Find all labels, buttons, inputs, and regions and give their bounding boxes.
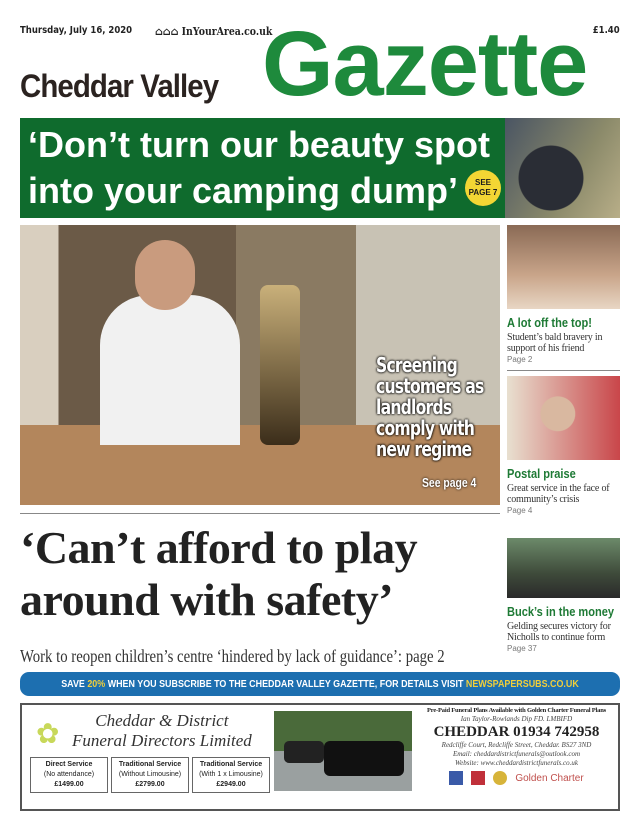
hero-photo[interactable] bbox=[20, 225, 500, 505]
sidebar-page: Page 37 bbox=[507, 644, 537, 653]
sidebar-deck: Great service in the face of community’s crisis bbox=[507, 483, 610, 505]
service-box: Traditional Service (Without Limousine) £2799.00 bbox=[111, 757, 189, 793]
sidebar-headline: Postal praise bbox=[507, 466, 576, 481]
association-logo-icon bbox=[449, 771, 463, 785]
association-logo-icon bbox=[471, 771, 485, 785]
beer-pump bbox=[260, 285, 300, 445]
funeral-directors-advert[interactable] bbox=[20, 703, 620, 811]
inyourarea-logo: ⌂⌂⌂ InYourArea.co.uk bbox=[155, 25, 273, 38]
sidebar-deck: Student’s bald bravery in support of his friend bbox=[507, 332, 603, 354]
service-box: Traditional Service (With 1 x Limousine) £2949.00 bbox=[192, 757, 270, 793]
litter-photo bbox=[505, 118, 620, 218]
sidebar-page: Page 2 bbox=[507, 355, 533, 364]
divider bbox=[507, 370, 620, 371]
see-page-badge: SEE PAGE 7 bbox=[465, 170, 501, 206]
hearse-photo bbox=[274, 711, 412, 791]
sidebar-story-3[interactable] bbox=[507, 538, 620, 654]
house-icon: ⌂⌂⌂ bbox=[155, 25, 182, 38]
advert-contact: Pre-Paid Funeral Plans Available with Golden Charter Funeral Plans Ian Taylor-Rowlands Dip FD. LMBIFD CHEDDAR 01934 742958 Redcliffe Court, Redcliffe Street, Cheddar. BS27 3ND Email: cheddardistrictfunerals@outlook.com Website: www.cheddardistrictfunerals.co.uk Golden Charter bbox=[414, 707, 619, 785]
sidebar-deck: Gelding secures victory for Nicholls to continue form bbox=[507, 621, 611, 643]
horse-racing-photo bbox=[507, 538, 620, 598]
sidebar-story-1[interactable] bbox=[507, 225, 620, 371]
main-subhead: Work to reopen children’s centre ‘hindered by lack of guidance’: page 2 bbox=[20, 646, 445, 666]
top-story-headline: ‘Don’t turn our beauty spot into your camping dump’ bbox=[28, 124, 490, 211]
service-box: Direct Service (No attendance) £1499.00 bbox=[30, 757, 108, 793]
landlord-figure bbox=[100, 295, 240, 445]
landlord-head bbox=[135, 240, 195, 310]
association-logo-icon bbox=[493, 771, 507, 785]
hero-caption: Screening customers as landlords comply with new regime bbox=[376, 353, 484, 461]
main-headline[interactable]: ‘Can’t afford to play around with safety’ bbox=[20, 522, 418, 625]
advertiser-name: Cheddar & District Funeral Directors Limited bbox=[72, 711, 252, 750]
sidebar-headline: Buck’s in the money bbox=[507, 604, 615, 619]
sidebar-story-2[interactable] bbox=[507, 376, 620, 516]
phone-number: CHEDDAR 01934 742958 bbox=[433, 724, 600, 740]
masthead-title: Gazette bbox=[262, 13, 588, 115]
golden-charter-logo: Golden Charter bbox=[515, 772, 584, 784]
divider bbox=[20, 513, 500, 514]
cover-price: £1.40 bbox=[593, 25, 620, 36]
sidebar-page: Page 4 bbox=[507, 506, 533, 515]
top-story-banner[interactable] bbox=[20, 118, 620, 218]
haircut-photo bbox=[507, 225, 620, 309]
postal-photo bbox=[507, 376, 620, 460]
promo-link[interactable]: NEWSPAPERSUBS.CO.UK bbox=[465, 678, 579, 690]
subscribe-promo-banner[interactable]: SAVE 20% WHEN YOU SUBSCRIBE TO THE CHEDDAR VALLEY GAZETTE, FOR DETAILS VISIT NEWSPAPERSUBS.CO.UK bbox=[20, 672, 620, 696]
hero-see-page: See page 4 bbox=[422, 475, 477, 490]
masthead-prefix: Cheddar Valley bbox=[20, 68, 219, 104]
lily-icon: ✿ bbox=[36, 718, 60, 749]
sidebar-headline: A lot off the top! bbox=[507, 315, 592, 330]
issue-date: Thursday, July 16, 2020 bbox=[20, 25, 133, 36]
